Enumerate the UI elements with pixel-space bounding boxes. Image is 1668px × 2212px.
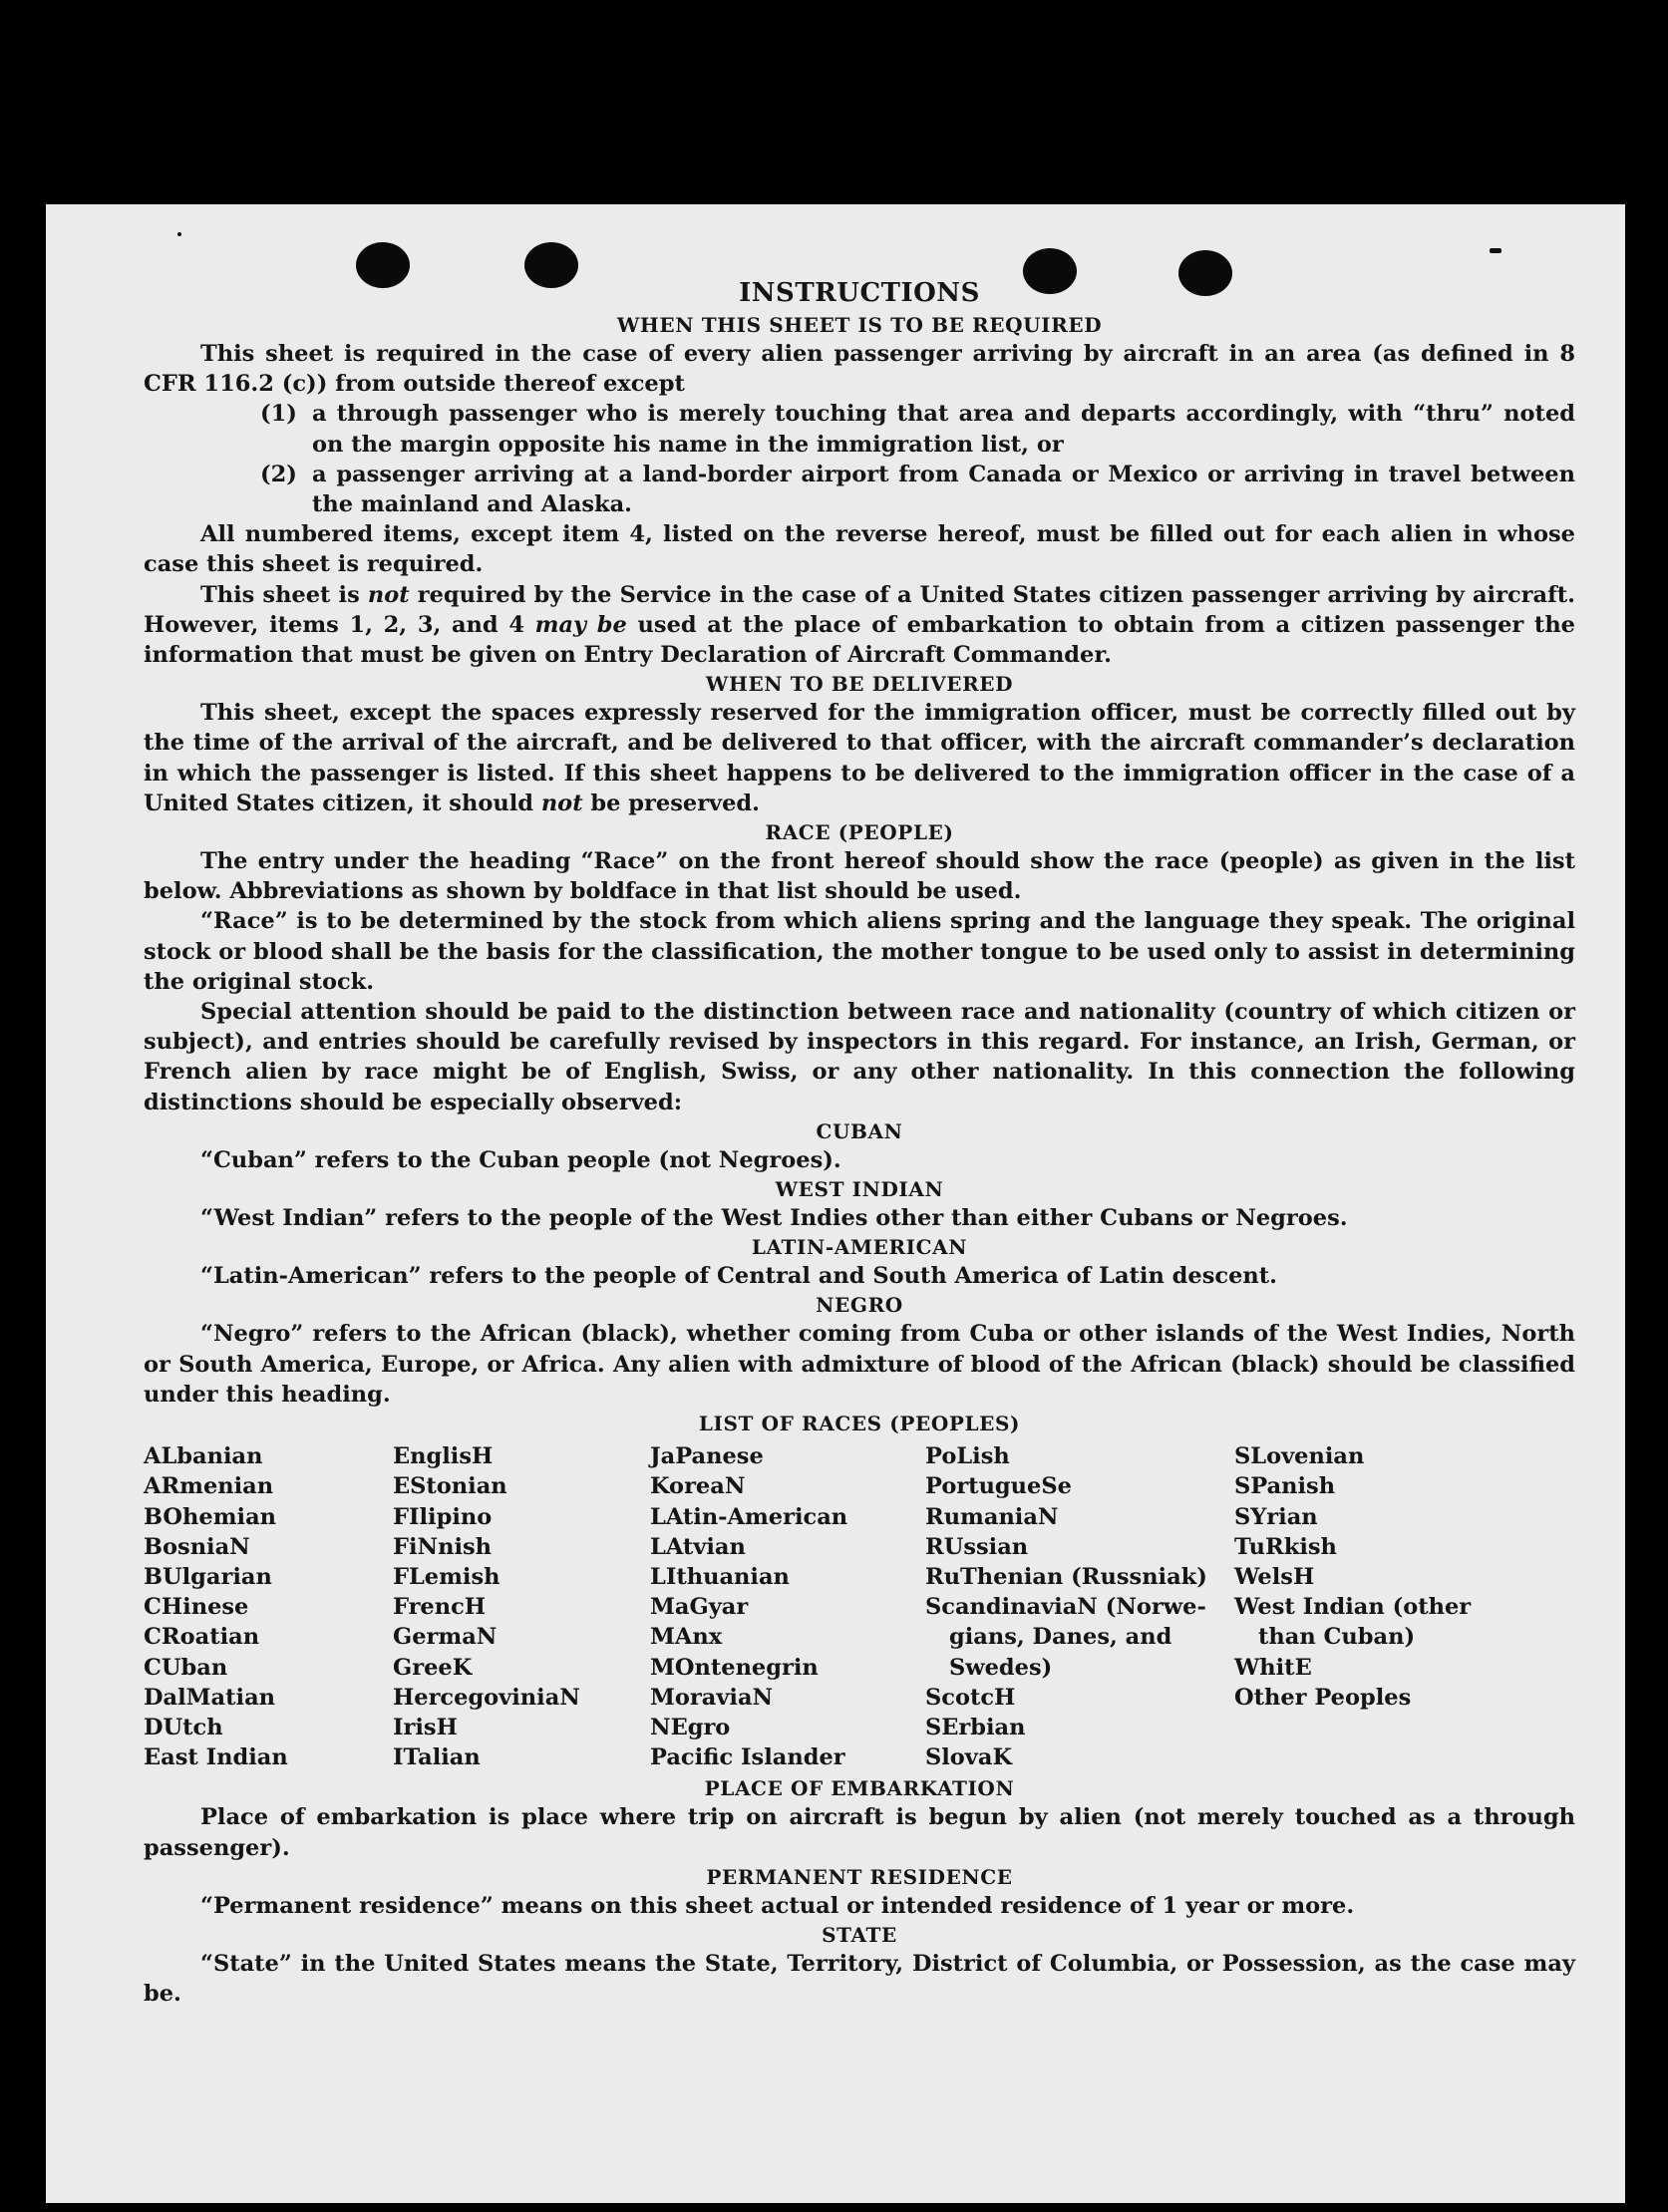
paragraph: The entry under the heading “Race” on the front hereof should show the race (people) as given in the list below. Abbreviations as shown by boldface in that list should be used.: [144, 848, 1575, 905]
paragraph: [144, 698, 1575, 818]
text-run: This sheet is: [200, 581, 368, 608]
race-item: SLovenian: [1234, 1443, 1365, 1470]
races-list: [144, 1441, 1575, 1772]
paragraph: “Cuban” refers to the Cuban people (not Negroes).: [200, 1146, 841, 1173]
race-item: JaPanese: [650, 1443, 764, 1470]
paragraph: All numbered items, except item 4, listed on the reverse hereof, must be filled out for each alien in whose case this sheet is required.: [144, 521, 1575, 578]
race-item: gians, Danes, and: [949, 1624, 1172, 1651]
text-run: used at the place of embarkation to obtain from a citizen passenger the information that must be given on Entry Declaration of Aircraft Commander.: [144, 611, 1575, 669]
emphasis-text: not: [367, 581, 410, 608]
race-item: CUban: [144, 1654, 228, 1681]
race-item: LAtin-American: [650, 1503, 848, 1530]
race-item: PoLish: [925, 1443, 1010, 1470]
race-item: PortugueSe: [925, 1473, 1072, 1500]
paragraph: “State” in the United States means the State, Territory, District of Columbia, or Possession, as the case may be.: [144, 1950, 1575, 2008]
section-heading-negro: NEGRO: [816, 1293, 903, 1318]
race-item: SlovaK: [925, 1744, 1013, 1771]
race-item: HercegoviniaN: [393, 1684, 580, 1711]
race-item: FrencH: [393, 1594, 487, 1621]
scan-speck: [177, 232, 181, 236]
race-item: ITalian: [393, 1744, 481, 1771]
section-heading-list-of-races: LIST OF RACES (PEOPLES): [698, 1412, 1021, 1436]
race-item: LAtvian: [650, 1533, 746, 1560]
race-item: RumaniaN: [925, 1503, 1059, 1530]
races-column: [393, 1441, 650, 1772]
race-item: GreeK: [393, 1654, 473, 1681]
section-heading-west-indian: WEST INDIAN: [775, 1177, 944, 1202]
paragraph: [144, 580, 1575, 671]
instructions-content: [144, 277, 1575, 2009]
race-item: NEgro: [650, 1714, 731, 1740]
race-item: RuThenian (Russniak): [925, 1563, 1207, 1590]
races-column: [925, 1441, 1234, 1772]
race-item: FIlipino: [393, 1503, 493, 1530]
race-item: FiNnish: [393, 1533, 493, 1560]
item-number: (1): [260, 401, 297, 428]
race-item: CRoatian: [144, 1624, 260, 1651]
race-item: MoraviaN: [650, 1684, 774, 1711]
race-item: KoreaN: [650, 1473, 746, 1500]
race-item: BUlgarian: [144, 1563, 272, 1590]
text-run: required by the Service in the case of a United States citizen passenger arriving by aircraft. However, items 1, 2, 3, and 4: [144, 581, 1575, 638]
section-heading-embarkation: PLACE OF EMBARKATION: [704, 1776, 1015, 1801]
section-heading-state: STATE: [822, 1922, 897, 1947]
paragraph: “Latin-American” refers to the people of Central and South America of Latin descent.: [200, 1263, 1277, 1290]
exception-item: [144, 399, 1575, 459]
race-item: LIthuanian: [650, 1563, 790, 1590]
item-number: (2): [260, 461, 297, 487]
race-item: ScandinaviaN (Norwe-: [925, 1594, 1206, 1621]
race-item: East Indian: [144, 1744, 288, 1771]
races-column: [650, 1441, 925, 1772]
race-item: IrisH: [393, 1714, 458, 1740]
race-item: EnglisH: [393, 1443, 494, 1470]
text-run: This sheet, except the spaces expressly reserved for the immigration officer, must be correctly filled out by the time of the arrival of the aircraft, and be delivered to that officer, with the aircraft commander’s declaration in which the passenger is listed. If this sheet happens to be delivered to the immigration officer in the case of a United States citizen, it should: [144, 700, 1575, 816]
section-heading-cuban: CUBAN: [816, 1118, 903, 1143]
race-item: FLemish: [393, 1563, 500, 1590]
races-column: [1234, 1441, 1484, 1772]
race-item: Other Peoples: [1234, 1684, 1412, 1711]
race-item: TuRkish: [1234, 1533, 1337, 1560]
page-title: INSTRUCTIONS: [739, 278, 980, 308]
section-heading-delivered: WHEN TO BE DELIVERED: [705, 672, 1014, 697]
race-item: GermaN: [393, 1624, 498, 1651]
section-heading-race: RACE (PEOPLE): [765, 820, 954, 845]
section-heading-when-required: WHEN THIS SHEET IS TO BE REQUIRED: [616, 313, 1103, 337]
race-item: WhitE: [1234, 1654, 1312, 1681]
race-item: Pacific Islander: [650, 1744, 845, 1771]
exception-item: [144, 460, 1575, 519]
paragraph: “West Indian” refers to the people of the West Indies other than either Cubans or Negroes.: [200, 1205, 1348, 1232]
text-run: be preserved.: [582, 790, 761, 816]
race-item: DUtch: [144, 1714, 223, 1740]
race-item: ScotcH: [925, 1684, 1016, 1711]
race-item: BosniaN: [144, 1533, 250, 1560]
paragraph: “Negro” refers to the African (black), whether coming from Cuba or other islands of the West Indies, North or South America, Europe, or Africa. Any alien with admixture of blood of the African (black) should be classified under this heading.: [144, 1321, 1575, 1408]
race-item: than Cuban): [1258, 1624, 1416, 1651]
paragraph: “Permanent residence” means on this sheet actual or intended residence of 1 year or more.: [200, 1892, 1355, 1919]
race-item: ARmenian: [144, 1473, 274, 1500]
race-item: Swedes): [949, 1654, 1053, 1681]
paragraph: “Race” is to be determined by the stock from which aliens spring and the language they speak. The original stock or blood shall be the basis for the classification, the mother tongue to be used only to assist in determining the original stock.: [144, 908, 1575, 995]
race-item: SErbian: [925, 1714, 1026, 1740]
race-item: MOntenegrin: [650, 1654, 819, 1681]
item-text: a through passenger who is merely touching that area and departs accordingly, with “thru” noted on the margin opposite his name in the immigration list, or: [312, 401, 1575, 458]
race-item: ALbanian: [144, 1443, 263, 1470]
race-item: BOhemian: [144, 1503, 277, 1530]
race-item: MAnx: [650, 1624, 723, 1651]
races-column: [144, 1441, 393, 1772]
race-item: EStonian: [393, 1473, 507, 1500]
emphasis-text: may be: [534, 611, 627, 638]
race-item: WelsH: [1234, 1563, 1315, 1590]
emphasis-text: not: [540, 790, 583, 816]
race-item: SPanish: [1234, 1473, 1336, 1500]
item-text: a passenger arriving at a land-border airport from Canada or Mexico or arriving in travel between the mainland and Alaska.: [312, 461, 1575, 518]
paragraph: Special attention should be paid to the distinction between race and nationality (country of which citizen or subject), and entries should be carefully revised by inspectors in this regard. For instance, an Irish, German, or French alien by race might be of English, Swiss, or any other nationality. In this connection the following distinctions should be especially observed:: [144, 999, 1575, 1115]
scan-speck: [1490, 248, 1501, 253]
section-heading-residence: PERMANENT RESIDENCE: [706, 1864, 1013, 1889]
paragraph: Place of embarkation is place where trip on aircraft is begun by alien (not merely touched as a through passenger).: [144, 1804, 1575, 1861]
document-page: [46, 204, 1625, 2203]
race-item: DalMatian: [144, 1684, 276, 1711]
race-item: CHinese: [144, 1594, 249, 1621]
paragraph: This sheet is required in the case of every alien passenger arriving by aircraft in an area (as defined in 8 CFR 116.2 (c)) from outside thereof except: [144, 341, 1575, 398]
race-item: West Indian (other: [1234, 1594, 1472, 1621]
race-item: SYrian: [1234, 1503, 1318, 1530]
race-item: MaGyar: [650, 1594, 749, 1621]
section-heading-latin-american: LATIN-AMERICAN: [751, 1235, 968, 1260]
race-item: RUssian: [925, 1533, 1029, 1560]
